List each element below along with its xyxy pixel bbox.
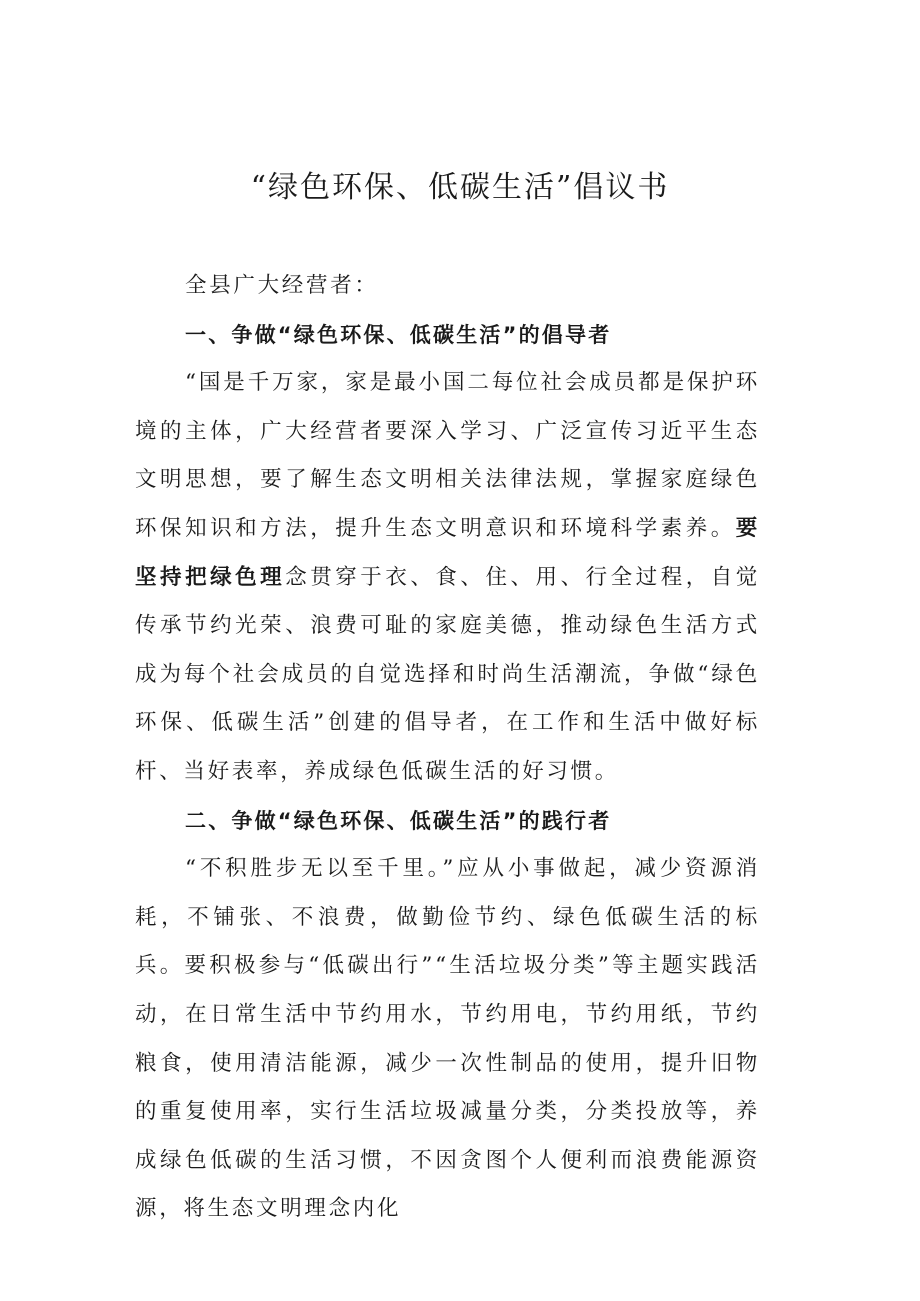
section-paragraph-2: “不积胜步无以至千里。”应从小事做起，减少资源消耗，不铺张、不浪费，做勤俭节约、绿色低碳生活的标兵。要积极参与“低碳出行”“生活垃圾分类”等主题实践活动，在日常生活中节约用水，节约用电，节约用纸，节约粮食，使用清洁能源，减少一次性制品的使用，提升旧物的重复使用率，实行生活垃圾减量分类，分类投放等，养成绿色低碳的生活习惯，不因贪图个人便利而浪费能源资源，将生态文明理念内化 <box>135 856 760 1222</box>
section-paragraph-1 <box>135 359 760 796</box>
salutation: 全县广大经营者： <box>185 273 379 298</box>
section-heading-2: 二、争做“绿色环保、低碳生活”的践行者 <box>185 808 612 833</box>
document-body <box>135 262 760 1234</box>
document-title: “绿色环保、低碳生活”倡议书 <box>250 170 670 205</box>
paragraph-bold-text: 要坚持把绿色理 <box>135 515 760 590</box>
paragraph-text: “国是千万家，家是最小国二每位社会成员都是保护环境的主体，广大经营者要深入学习、广泛宣传习近平生态文明思想，要了解生态文明相关法律法规，掌握家庭绿色环保知识和方法，提升生态文明意识和环境科学素养。 <box>135 370 760 541</box>
section-heading-1: 一、争做“绿色环保、低碳生活”的倡导者 <box>185 322 612 347</box>
paragraph-text: 念贯穿于衣、食、住、用、行全过程，自觉传承节约光荣、浪费可耻的家庭美德，推动绿色生活方式成为每个社会成员的自觉选择和时尚生活潮流，争做“绿色环保、低碳生活”创建的倡导者，在工作和生活中做好标杆、当好表率，养成绿色低碳生活的好习惯。 <box>135 564 760 784</box>
